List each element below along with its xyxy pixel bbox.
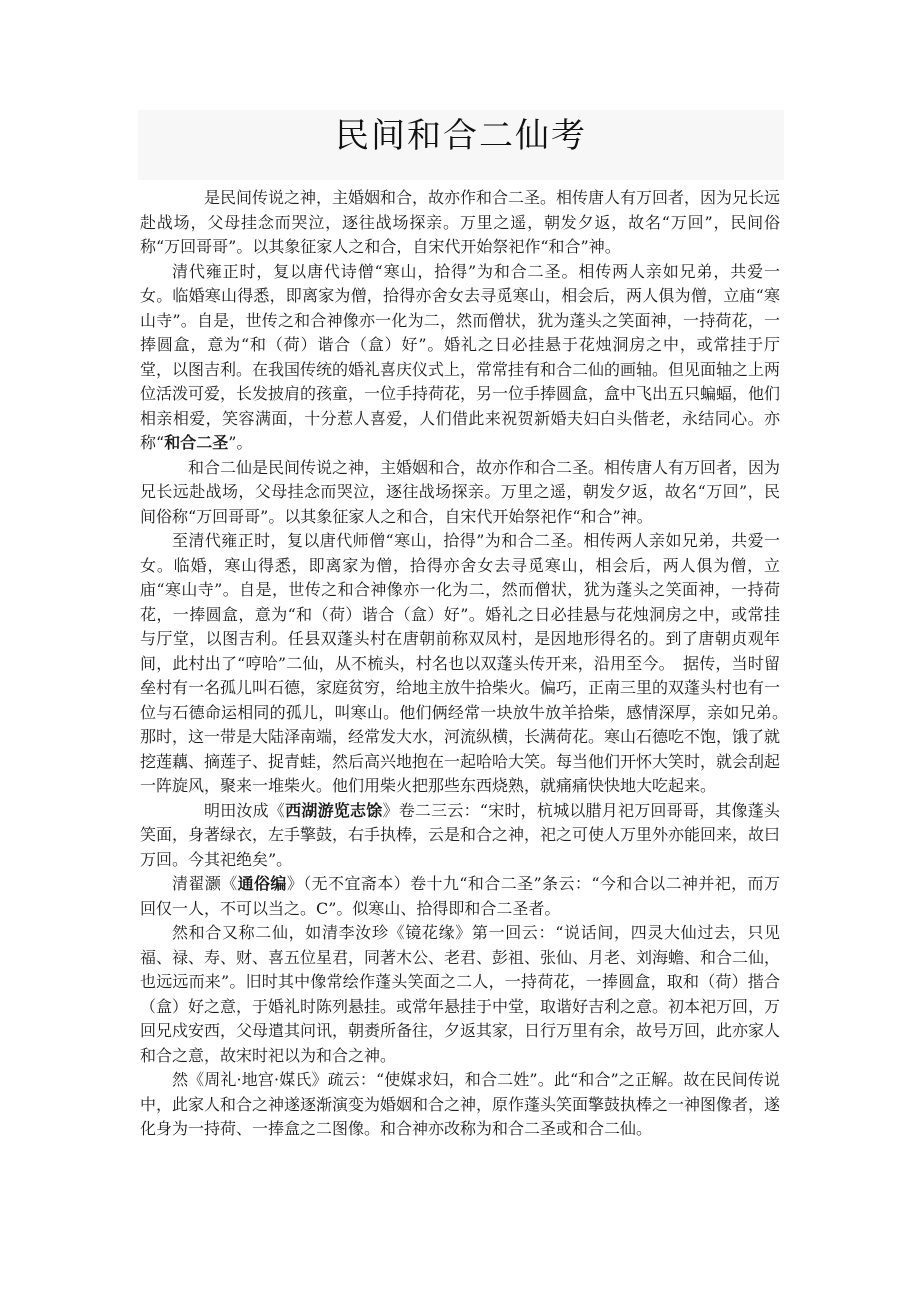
- paragraph-2: [140, 260, 780, 456]
- paragraph-5-tail: 》卷二三云：“宋时，杭城以腊月祀万回哥哥，其像蓬头笑面，身著绿衣，左手擎鼓，右手执棒，云是和合之神，祀之可使人万里外亦能回来，故曰万回。今其祀绝矣”。: [140, 800, 781, 869]
- paragraph-2-text: 清代雍正时，复以唐代诗僧“寒山，拾得”为和合二圣。相传两人亲如兄弟，共爱一女。临婚寒山得悉，即离家为僧，拾得亦舍女去寻觅寒山，相会后，两人俱为僧，立庙“寒山寺”。自是，世传之和合神像亦一化为二，然而僧状，犹为蓬头之笑面神，一持荷花，一捧圆盒，意为“和（荷）谐合（盒）好”。婚礼之日必挂悬于花烛洞房之中，或常挂于厅堂，以图吉利。在我国传统的婚礼喜庆仪式上，常常挂有和合二仙的画轴。但见面轴之上两位活泼可爱，长发披肩的孩童，一位手持荷花，另一位手捧圆盒，盒中飞出五只蝙蝠，他们相亲相爱，笑容满面，十分惹人喜爱，人们借此来祝贺新婚夫妇白头偕老，永结同心。亦称“: [140, 261, 781, 452]
- paragraph-6-tail: 》（无不宜斋本）卷十九“和合二圣”条云：“今和合以二神并祀，而万回仅一人，不可以当之。C”。似寒山、拾得即和合二圣者。: [140, 874, 780, 918]
- article-body: [140, 186, 797, 1142]
- paragraph-1: 是民间传说之神，主婚姻和合，故亦作和合二圣。相传唐人有万回者，因为兄长远赴战场，父母挂念而哭泣，逐往战场探亲。万里之遥，朝发夕返，故名“万回”，民间俗称“万回哥哥”。以其象征家人之和合，自宋代开始祭祀作“和合”神。: [140, 188, 781, 256]
- paragraph-2-tail: ”。: [228, 433, 253, 452]
- paragraph-5: [140, 799, 780, 873]
- paragraph-8: 然《周礼·地宫·媒氏》疏云：“使媒求妇，和合二姓”。此“和合”之正解。故在民间传说中，此家人和合之神遂逐渐演变为婚姻和合之神，原作蓬头笑面擎鼓执棒之一神图像者，遂化身为一持荷、一捧盒之二图像。和合神亦改称为和合二圣或和合二仙。: [140, 1070, 781, 1138]
- paragraph-7: 然和合又称二仙，如清李汝珍《镜花缘》第一回云：“说话间，四灵大仙过去，只见福、禄、寿、财、喜五位星君，同著木公、老君、彭祖、张仙、月老、刘海蟾、和合二仙，也远远而来”。旧时其中像常绘作蓬头笑面之二人，一持荷花，一捧圆盒，取和（荷）揩合（盒）好之意，于婚礼时陈列悬挂。或常年悬挂于中堂，取谐好吉利之意。初本祀万回，万回兄戍安西，父母遣其问讯，朝赉所备往，夕返其家，日行万里有余，故号万回，此亦家人和合之意，故宋时祀以为和合之神。: [140, 923, 781, 1065]
- page-title: 民间和合二仙考: [335, 116, 587, 156]
- paragraph-4: 至清代雍正时，复以唐代师僧“寒山，拾得”为和合二圣。相传两人亲如兄弟，共爱一女。临婚，寒山得悉，即离家为僧，拾得亦舍女去寻觅寒山，相会后，两人俱为僧，立庙“寒山寺”。自是，世传之和合神像亦一化为二，然而僧状，犹为蓬头之笑面神，一持荷花，一捧圆盒，意为“和（荷）谐合（盒）好”。婚礼之日必挂悬与花烛洞房之中，或常挂与厅堂，以图吉利。任县双蓬头村在唐朝前称双凤村，是因地形得名的。到了唐朝贞观年间，此村出了“哼哈”二仙，从不梳头，村名也以双蓬头传开来，沿用至今。 据传，当时留垒村有一名孤儿叫石德，家庭贫穷，给地主放牛拾柴火。偏巧，正南三里的双蓬头村也有一位与石德命运相同的孤儿，叫寒山。他们俩经常一块放牛放羊拾柴，感情深厚，亲如兄弟。 那时，这一带是大陆泽南端，经常发大水，河流纵横，长满荷花。寒山石德吃不饱，饿了就挖莲藕、摘莲子、捉青蛙，然后高兴地抱在一起哈哈大笑。每当他们开怀大笑时，就会刮起一阵旋风，聚来一堆柴火。他们用柴火把那些东西烧熟，就痛痛快快地大吃起来。: [140, 531, 797, 795]
- paragraph-6-text: 清翟灏《: [172, 874, 238, 893]
- paragraph-5-text: 明田汝成《: [204, 800, 286, 820]
- bold-term-heher-ersheng: 和合二圣: [164, 433, 229, 452]
- bold-book-title: 西湖游览志馀: [285, 800, 383, 820]
- paragraph-6: [140, 872, 780, 921]
- paragraph-3: 和合二仙是民间传说之神，主婚姻和合，故亦作和合二圣。相传唐人有万回者，因为兄长远赴战场，父母挂念而哭泣，逐往战场探亲。万里之遥，朝发夕返，故名“万回”，民间俗称“万回哥哥”。以其象征家人之和合，自宋代开始祭祀作“和合”神。: [140, 457, 781, 526]
- bold-book-title: 通俗编: [237, 874, 287, 893]
